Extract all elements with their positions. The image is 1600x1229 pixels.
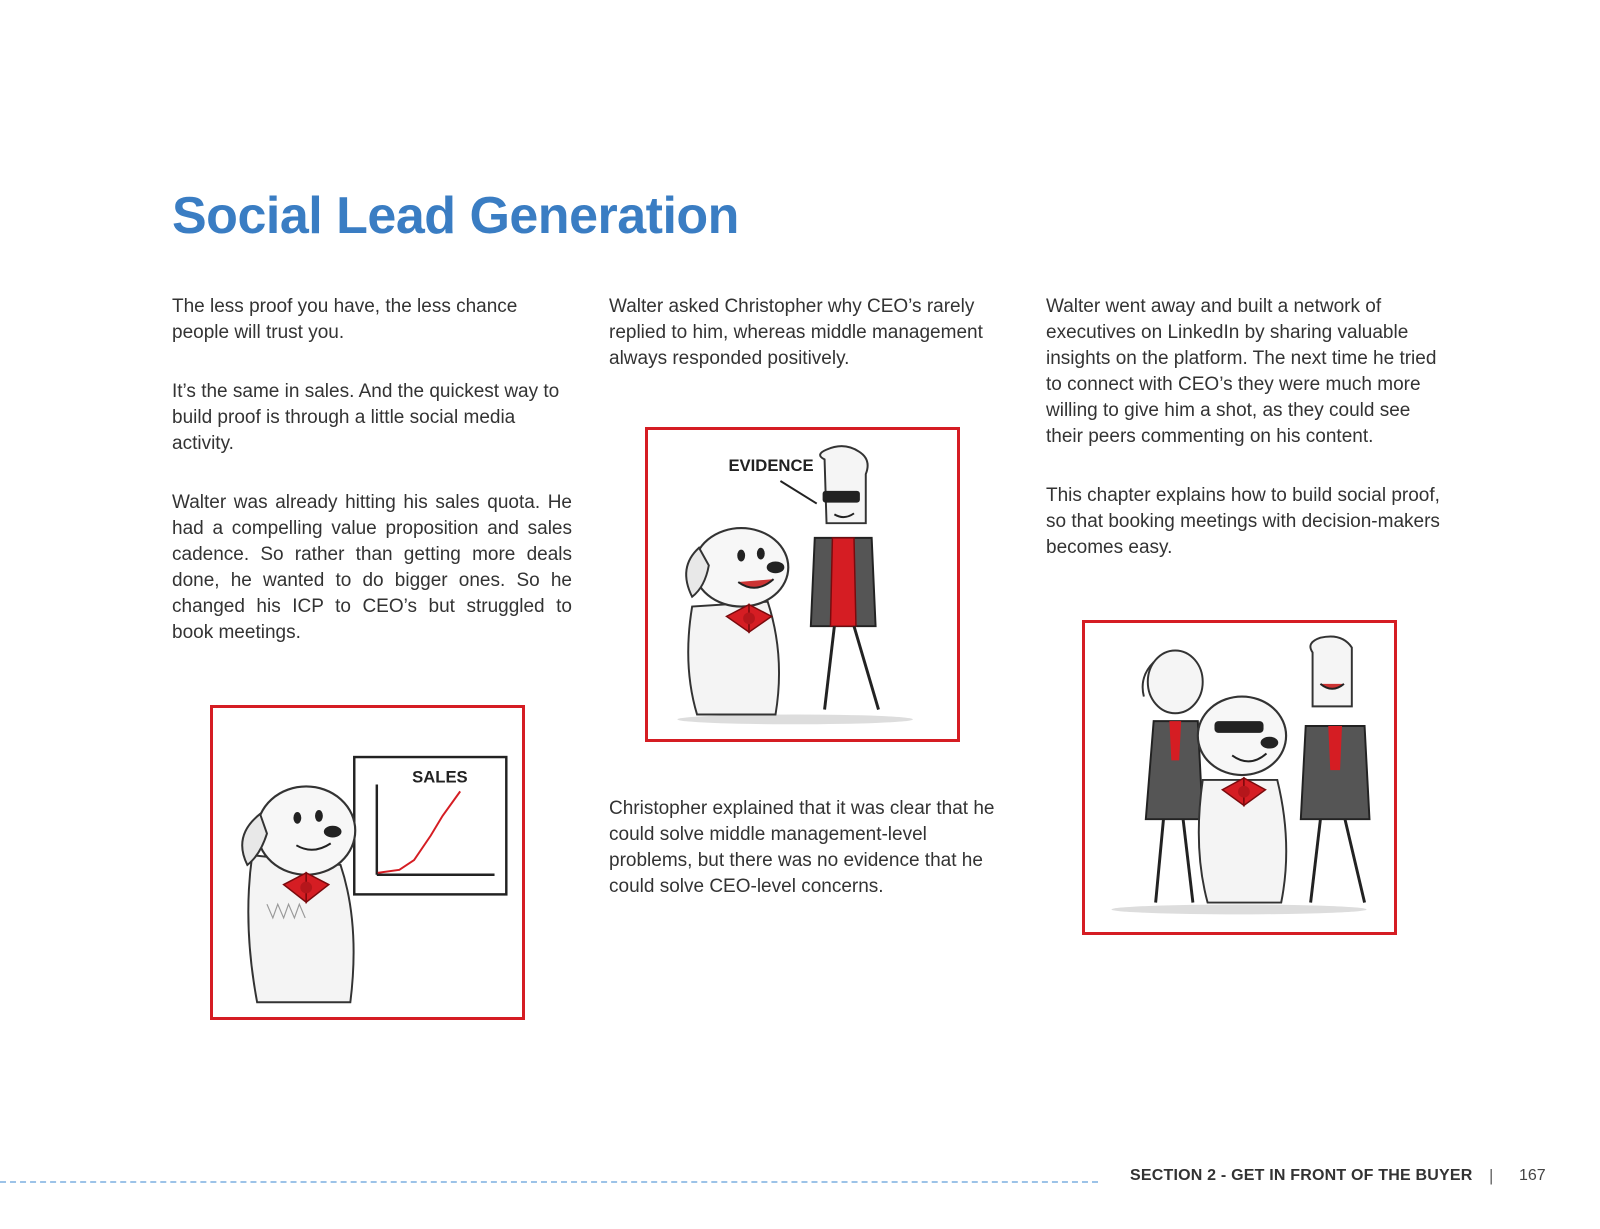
paragraph: Walter was already hitting his sales quota. He had a compelling value proposition and sales cadence. So rather than getting more deals done, he wanted to do bigger ones. So he changed his ICP to CEO’s but struggled to book meetings.: [172, 492, 572, 643]
text-column-2: [609, 294, 1009, 405]
evidence-illustration: [648, 430, 957, 739]
page-title: Social Lead Generation: [172, 187, 739, 245]
page-number: 167: [1519, 1167, 1546, 1184]
text-column-3: [1046, 294, 1446, 594]
paragraph: This chapter explains how to build social proof, so that booking meetings with decision-makers becomes easy.: [1046, 485, 1440, 558]
paragraph: It’s the same in sales. And the quickest way to build proof is through a little social media activity.: [172, 381, 560, 454]
footer-divider: [0, 1181, 1098, 1183]
paragraph: The less proof you have, the less chance people will trust you.: [172, 296, 518, 343]
illustration-group: [1082, 620, 1397, 935]
dog-sales-illustration: [213, 708, 522, 1017]
paragraph: Christopher explained that it was clear that he could solve middle management-level problems, but there was no evidence that he could solve CEO-level concerns.: [609, 798, 995, 897]
text-column-2-bottom: [609, 796, 1009, 933]
illustration-evidence: [645, 427, 960, 742]
paragraph: Walter went away and built a network of executives on LinkedIn by sharing valuable insights on the platform. The next time he tried to connect with CEO’s they were much more willing to give him a shot, as they could see their peers commenting on his content.: [1046, 296, 1437, 447]
group-illustration: [1085, 623, 1394, 932]
paragraph: Walter asked Christopher why CEO’s rarely replied to him, whereas middle management always responded positively.: [609, 296, 983, 369]
text-column-1: [172, 294, 572, 679]
evidence-label: EVIDENCE: [728, 456, 814, 476]
sales-label: SALES: [412, 767, 468, 787]
footer-section-title: SECTION 2 - GET IN FRONT OF THE BUYER: [1130, 1167, 1473, 1184]
illustration-dog-sales-chart: [210, 705, 525, 1020]
footer-separator: |: [1489, 1166, 1494, 1185]
